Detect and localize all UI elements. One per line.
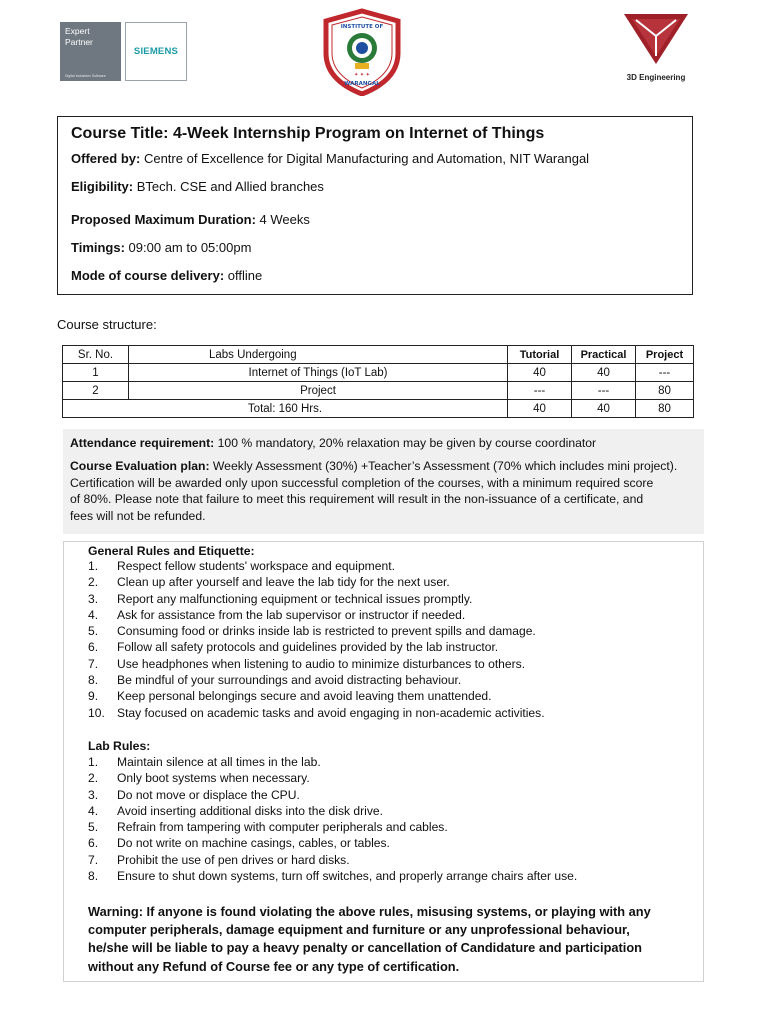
list-item-number: 4. xyxy=(88,803,99,818)
expert-partner-logo xyxy=(60,22,121,81)
row1-practical: 40 xyxy=(572,364,636,382)
general-rules-title: General Rules and Etiquette: xyxy=(88,544,255,558)
siemens-text: SIEMENS xyxy=(133,46,179,57)
offered-by-value: Centre of Excellence for Digital Manufacturing and Automation, NIT Warangal xyxy=(140,151,590,166)
eligibility-value: BTech. CSE and Allied branches xyxy=(133,179,324,194)
timings-label: Timings: xyxy=(71,240,125,255)
warning-line4: without any Refund of Course fee or any type of certification. xyxy=(88,958,460,974)
nitw-bottom-text: WARANGAL xyxy=(344,81,380,87)
timings-value: 09:00 am to 05:00pm xyxy=(124,240,252,255)
course-structure-table xyxy=(62,345,694,418)
list-item-text: Be mindful of your surroundings and avoid distracting behaviour. xyxy=(117,673,462,688)
expert-text: Expert xyxy=(65,26,90,36)
row1-lab: Internet of Things (IoT Lab) xyxy=(129,364,508,382)
list-item-number: 9. xyxy=(88,689,99,704)
delivery-mode-value: offline xyxy=(224,268,263,283)
list-item-text: Consuming food or drinks inside lab is restricted to prevent spills and damage. xyxy=(117,624,536,639)
list-item-number: 2. xyxy=(88,771,99,786)
list-item-number: 1. xyxy=(88,755,99,769)
list-item-text: Refrain from tampering with computer peripherals and cables. xyxy=(117,820,448,835)
warning-line3: he/she will be liable to pay a heavy penalty or cancellation of Candidature and participation xyxy=(88,940,642,956)
delivery-mode-label: Mode of course delivery: xyxy=(71,268,225,283)
duration-value: 4 Weeks xyxy=(255,212,310,227)
duration-line xyxy=(71,212,310,227)
row2-lab: Project xyxy=(129,382,508,400)
list-item-number: 10. xyxy=(88,705,105,720)
3d-engineering-text: 3D Engineering xyxy=(626,73,686,82)
list-item-number: 8. xyxy=(88,869,99,884)
header-project: Project xyxy=(636,346,694,364)
total-label: Total: 160 Hrs. xyxy=(63,400,508,418)
list-item-number: 7. xyxy=(88,852,99,867)
partner-text: Partner xyxy=(65,37,93,47)
list-item-text: Stay focused on academic tasks and avoid engaging in non-academic activities. xyxy=(117,705,545,720)
evaluation-plan-line2: Certification will be awarded only upon successful completion of the courses, with a minimum required score xyxy=(70,475,654,490)
row2-sr: 2 xyxy=(63,382,129,400)
nit-emblem-icon xyxy=(318,8,406,96)
row2-tutorial: --- xyxy=(508,382,572,400)
attendance-label: Attendance requirement: xyxy=(70,436,215,450)
header-labs: Labs Undergoing xyxy=(129,346,508,364)
list-item-number: 2. xyxy=(88,575,99,590)
list-item-number: 3. xyxy=(88,787,99,802)
list-item-text: Report any malfunctioning equipment or technical issues promptly. xyxy=(117,591,473,606)
table-header-row xyxy=(63,346,694,364)
list-item-text: Avoid inserting additional disks into the disk drive. xyxy=(117,803,383,818)
row1-project: --- xyxy=(636,364,694,382)
delivery-mode-line xyxy=(71,268,262,283)
course-structure-label: Course structure: xyxy=(57,317,157,332)
list-item-text: Keep personal belongings secure and avoid leaving them unattended. xyxy=(117,689,492,704)
evaluation-plan-value: Weekly Assessment (30%) +Teacher’s Assessment (70% which includes mini project). xyxy=(209,459,678,473)
header-sr-no: Sr. No. xyxy=(63,346,129,364)
3d-engineering-logo xyxy=(618,10,694,82)
list-item-text: Ensure to shut down systems, turn off switches, and properly arrange chairs after use. xyxy=(117,869,578,884)
evaluation-plan-label: Course Evaluation plan: xyxy=(70,459,210,473)
nitw-top-text: INSTITUTE OF xyxy=(340,24,384,30)
list-item-number: 6. xyxy=(88,836,99,851)
offered-by-line xyxy=(71,151,589,166)
list-item-number: 7. xyxy=(88,656,99,671)
total-project: 80 xyxy=(636,400,694,418)
list-item-number: 1. xyxy=(88,559,99,573)
attendance-line xyxy=(70,435,596,451)
attendance-value: 100 % mandatory, 20% relaxation may be given by course coordinator xyxy=(214,436,597,450)
list-item-text: Do not move or displace the CPU. xyxy=(117,787,300,802)
table-row xyxy=(63,382,694,400)
expert-tagline: Digital Industries Software xyxy=(65,74,106,78)
row2-practical: --- xyxy=(572,382,636,400)
triangle-emblem-icon xyxy=(618,10,694,70)
list-item-number: 3. xyxy=(88,591,99,606)
list-item-number: 4. xyxy=(88,607,99,622)
list-item-text: Clean up after yourself and leave the lab tidy for the next user. xyxy=(117,575,450,590)
list-item-text: Do not write on machine casings, cables, or tables. xyxy=(117,836,390,851)
svg-text:✦ ✦ ✦: ✦ ✦ ✦ xyxy=(354,72,370,78)
list-item-number: 6. xyxy=(88,640,99,655)
nit-warangal-logo xyxy=(318,8,406,96)
list-item-text: Prohibit the use of pen drives or hard disks. xyxy=(117,852,350,867)
list-item-text: Only boot systems when necessary. xyxy=(117,771,310,786)
table-total-row xyxy=(63,400,694,418)
header-practical: Practical xyxy=(572,346,636,364)
list-item-text: Respect fellow students' workspace and equipment. xyxy=(117,559,395,573)
list-item-text: Follow all safety protocols and guidelines provided by the lab instructor. xyxy=(117,640,499,655)
evaluation-panel xyxy=(63,429,704,534)
offered-by-label: Offered by: xyxy=(71,151,141,166)
evaluation-plan-line3: of 80%. Please note that failure to meet this requirement will result in the non-issuance of a certificate, and xyxy=(70,492,644,506)
duration-label: Proposed Maximum Duration: xyxy=(71,212,256,227)
lab-rules-title: Lab Rules: xyxy=(88,739,151,753)
siemens-logo xyxy=(125,22,187,81)
header-tutorial: Tutorial xyxy=(508,346,572,364)
course-title: Course Title: 4-Week Internship Program on Internet of Things xyxy=(71,125,545,142)
course-info-box xyxy=(57,116,693,295)
row2-project: 80 xyxy=(636,382,694,400)
evaluation-plan-line1 xyxy=(70,458,677,474)
row1-tutorial: 40 xyxy=(508,364,572,382)
warning-line1: Warning: If anyone is found violating the above rules, misusing systems, or playing with any xyxy=(88,904,651,919)
evaluation-plan-line4: fees will not be refunded. xyxy=(70,508,206,523)
warning-text xyxy=(88,903,651,976)
rules-box xyxy=(63,541,704,982)
table-row xyxy=(63,364,694,382)
total-practical: 40 xyxy=(572,400,636,418)
total-tutorial: 40 xyxy=(508,400,572,418)
eligibility-line xyxy=(71,179,324,194)
list-item-number: 8. xyxy=(88,673,99,688)
eligibility-label: Eligibility: xyxy=(71,179,134,194)
list-item-number: 5. xyxy=(88,820,99,835)
row1-sr: 1 xyxy=(63,364,129,382)
warning-line2: computer peripherals, damage equipment and furniture or any unprofessional behaviour, xyxy=(88,922,630,938)
timings-line xyxy=(71,240,251,255)
list-item-text: Ask for assistance from the lab supervisor or instructor if needed. xyxy=(117,607,466,622)
list-item-text: Use headphones when listening to audio to minimize disturbances to others. xyxy=(117,656,526,671)
list-item-number: 5. xyxy=(88,624,99,639)
list-item-text: Maintain silence at all times in the lab. xyxy=(117,755,321,769)
